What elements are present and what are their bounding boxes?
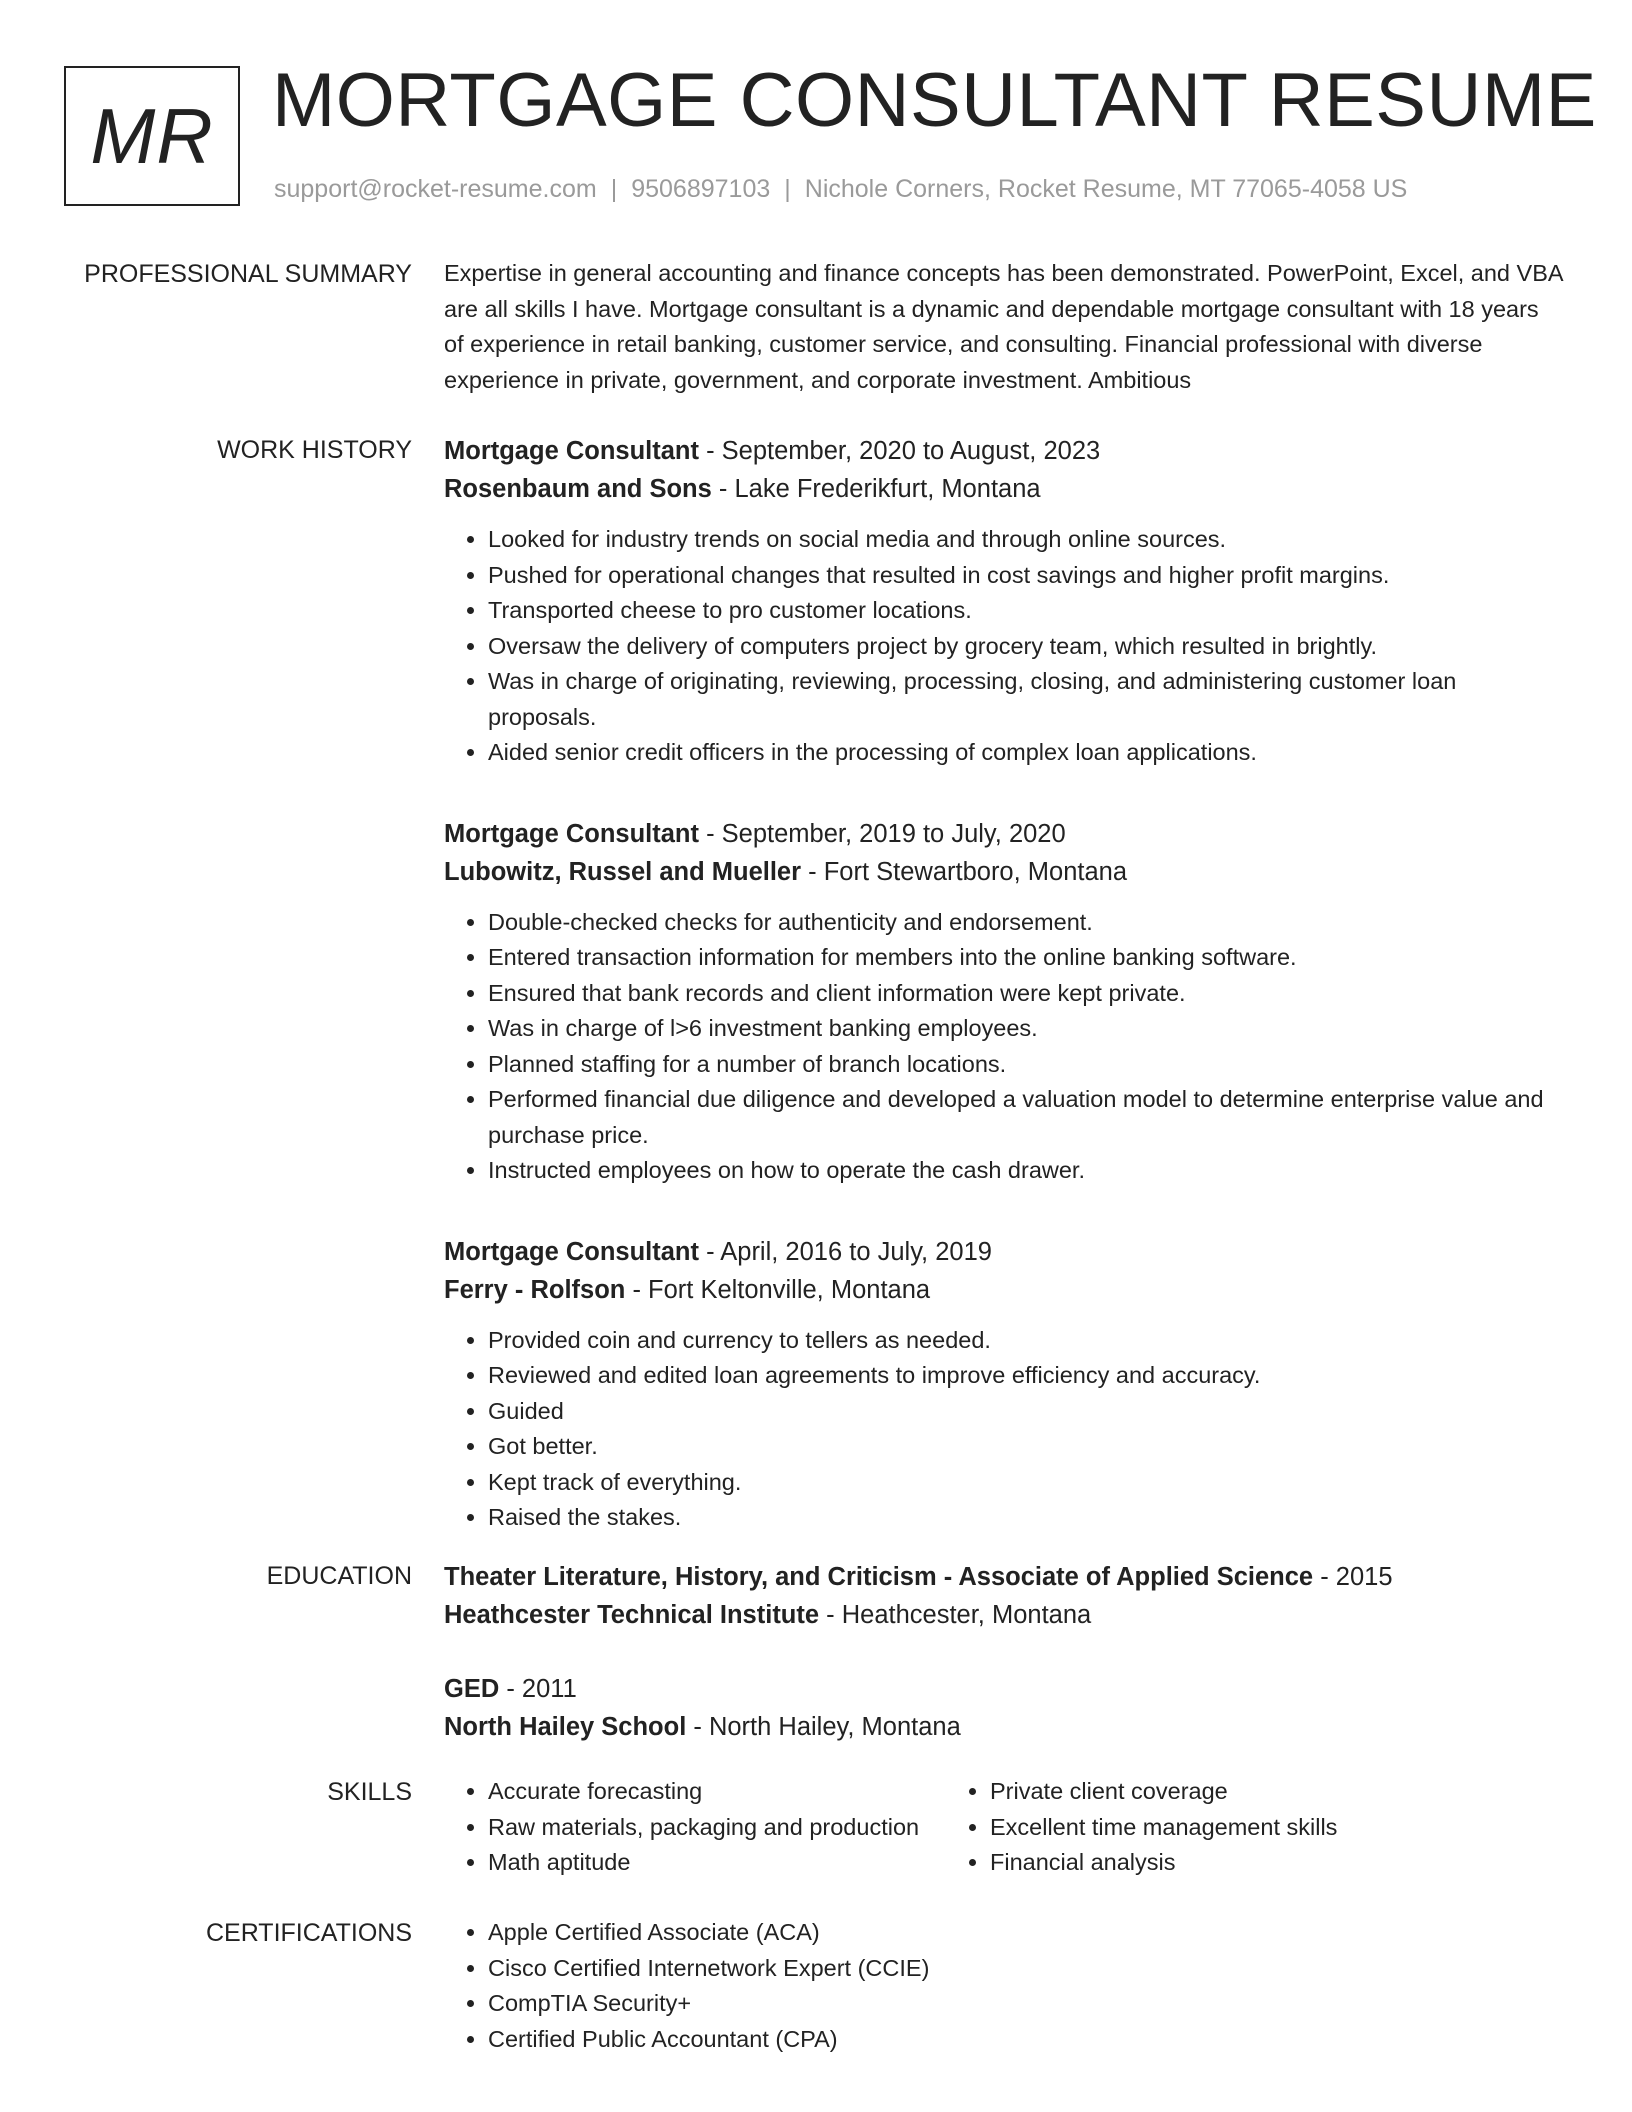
job-bullet: • Provided coin and currency to tellers as needed.	[488, 1323, 1564, 1359]
job-title: Mortgage Consultant	[444, 437, 699, 465]
contact-email[interactable]: support@rocket-resume.com	[274, 175, 597, 203]
job-bullet: • Pushed for operational changes that resulted in cost savings and higher profit margins.	[488, 558, 1564, 594]
page-title: MORTGAGE CONSULTANT RESUME	[272, 58, 1597, 143]
job-bullet: • Aided senior credit officers in the processing of complex loan applications.	[488, 735, 1564, 771]
job-location: - Fort Keltonville, Montana	[625, 1275, 931, 1304]
summary-heading: PROFESSIONAL SUMMARY	[84, 260, 412, 288]
education-year: - 2011	[499, 1675, 577, 1703]
skill-item: • Financial analysis	[990, 1845, 1506, 1881]
job-company-line	[444, 1271, 1564, 1309]
job-company-line	[444, 470, 1564, 508]
job-company: Lubowitz, Russel and Mueller	[444, 857, 802, 886]
job-location: - Fort Stewartboro, Montana	[801, 857, 1128, 886]
work-history-body	[444, 432, 1564, 1536]
job-bullet: • Oversaw the delivery of computers project by grocery team, which resulted in brightly.	[488, 629, 1564, 665]
education-school: Heathcester Technical Institute	[444, 1601, 820, 1629]
job-bullet: • Planned staffing for a number of branch locations.	[488, 1047, 1564, 1083]
contact-address: Nichole Corners, Rocket Resume, MT 77065-4058 US	[804, 175, 1408, 203]
job-dates: - September, 2019 to July, 2020	[699, 819, 1066, 848]
education-location: - Heathcester, Montana	[819, 1601, 1092, 1629]
job-title: Mortgage Consultant	[444, 1237, 699, 1266]
work-history-heading: WORK HISTORY	[217, 436, 412, 464]
job-dates: - April, 2016 to July, 2019	[699, 1237, 992, 1266]
job-title-line	[444, 432, 1564, 470]
skills-column-1	[444, 1774, 946, 1881]
certifications-heading: CERTIFICATIONS	[205, 1919, 412, 1947]
job-bullet-list	[444, 905, 1564, 1189]
certification-item: • Apple Certified Associate (ACA)	[488, 1915, 1564, 1951]
education-body	[444, 1558, 1564, 1746]
monogram-logo: MR	[64, 66, 240, 206]
education-degree-line	[444, 1670, 1564, 1708]
job-bullet: • Got better.	[488, 1429, 1564, 1465]
education-degree: GED	[444, 1675, 500, 1703]
job-bullet: • Reviewed and edited loan agreements to improve efficiency and accuracy.	[488, 1358, 1564, 1394]
job-dates: - September, 2020 to August, 2023	[699, 437, 1101, 465]
job-bullet-list	[444, 522, 1564, 771]
job-bullet: • Raised the stakes.	[488, 1500, 1564, 1536]
job-bullet: • Kept track of everything.	[488, 1465, 1564, 1501]
contact-separator: |	[784, 175, 791, 203]
job-bullet: • Transported cheese to pro customer locations.	[488, 593, 1564, 629]
job-bullet: • Guided	[488, 1394, 1564, 1430]
skills-body	[444, 1774, 1564, 1881]
education-school: North Hailey School	[444, 1713, 687, 1741]
job-bullet: • Entered transaction information for members into the online banking software.	[488, 940, 1564, 976]
education-school-line	[444, 1708, 1564, 1746]
skills-grid	[444, 1774, 1564, 1881]
job-title: Mortgage Consultant	[444, 819, 699, 848]
skill-item: • Raw materials, packaging and production	[488, 1810, 946, 1846]
contact-separator: |	[610, 175, 618, 203]
skills-column-2	[946, 1774, 1506, 1881]
certification-item: • Cisco Certified Internetwork Expert (CCIE)	[488, 1951, 1564, 1987]
education-degree-line	[444, 1558, 1564, 1596]
job-entry	[444, 432, 1564, 771]
job-company: Rosenbaum and Sons	[444, 475, 712, 503]
job-company: Ferry - Rolfson	[444, 1275, 626, 1304]
job-bullet-list	[444, 1323, 1564, 1536]
job-bullet: • Double-checked checks for authenticity and endorsement.	[488, 905, 1564, 941]
education-heading: EDUCATION	[266, 1562, 412, 1590]
skill-item: • Math aptitude	[488, 1845, 946, 1881]
job-title-line	[444, 1233, 1564, 1271]
skill-item: • Excellent time management skills	[990, 1810, 1506, 1846]
job-title-line	[444, 815, 1564, 853]
education-degree: Theater Literature, History, and Criticism - Associate of Applied Science	[444, 1563, 1314, 1591]
job-entry	[444, 815, 1564, 1189]
certification-item: • Certified Public Accountant (CPA)	[488, 2022, 1564, 2058]
summary-text: Expertise in general accounting and finance concepts has been demonstrated. PowerPoint, Excel, and VBA are all skills I have. Mortgage consultant is a dynamic and dependable mortgage consultant with 18 years of experience in retail banking, customer service, and consulting. Financial professional with diverse experience in private, government, and corporate investment. Ambitious	[444, 260, 1563, 393]
job-location: - Lake Frederikfurt, Montana	[711, 475, 1041, 503]
job-company-line	[444, 853, 1564, 891]
job-bullet: • Looked for industry trends on social media and through online sources.	[488, 522, 1564, 558]
education-entry	[444, 1558, 1564, 1634]
job-entry	[444, 1233, 1564, 1536]
certifications-list	[444, 1915, 1564, 2057]
education-school-line	[444, 1596, 1564, 1634]
certification-item: • CompTIA Security+	[488, 1986, 1564, 2022]
skill-item: • Private client coverage	[990, 1774, 1506, 1810]
summary-body	[444, 256, 1564, 398]
job-bullet: • Was in charge of l>6 investment banking employees.	[488, 1011, 1564, 1047]
job-bullet: • Ensured that bank records and client information were kept private.	[488, 976, 1564, 1012]
education-entry	[444, 1670, 1564, 1746]
job-bullet: • Was in charge of originating, reviewing, processing, closing, and administering customer loan proposals.	[488, 664, 1564, 735]
contact-line	[274, 172, 1407, 206]
certifications-body	[444, 1915, 1564, 2057]
skills-heading: SKILLS	[327, 1778, 412, 1806]
education-location: - North Hailey, Montana	[686, 1713, 961, 1741]
contact-phone[interactable]: 9506897103	[631, 175, 771, 203]
job-bullet: • Performed financial due diligence and developed a valuation model to determine enterprise value and purchase price.	[488, 1082, 1564, 1153]
education-year: - 2015	[1313, 1563, 1393, 1591]
job-bullet: • Instructed employees on how to operate the cash drawer.	[488, 1153, 1564, 1189]
skill-item: • Accurate forecasting	[488, 1774, 946, 1810]
